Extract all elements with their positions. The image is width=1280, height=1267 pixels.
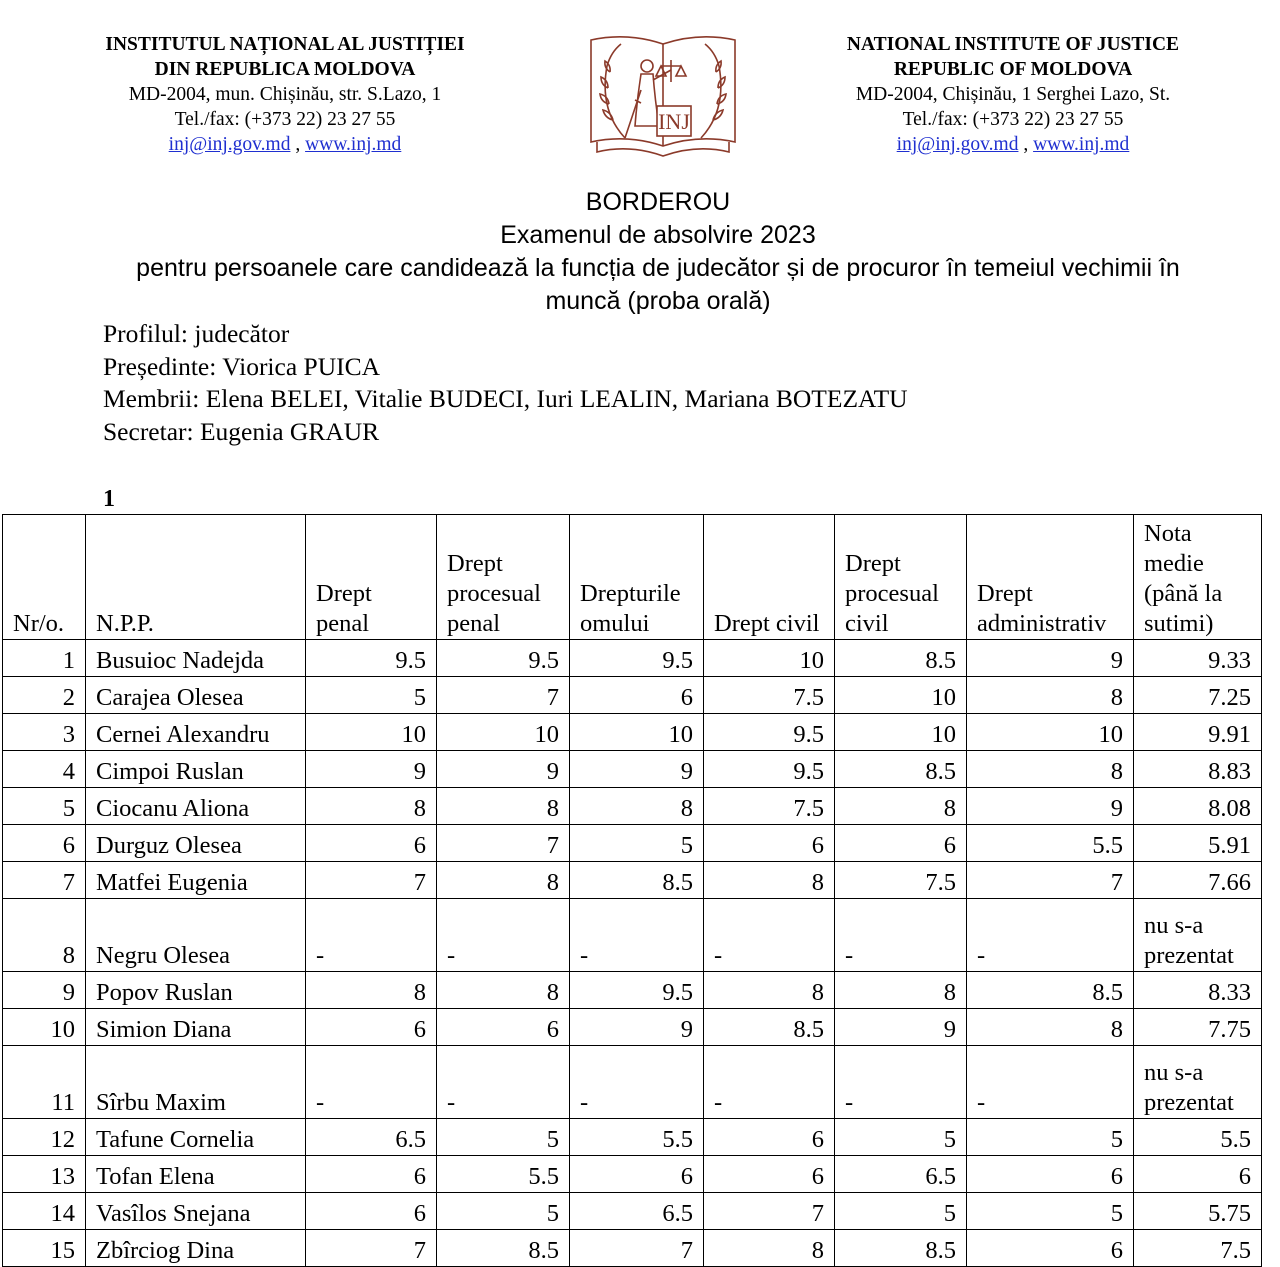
col-drept-civil-cell: 9.5 <box>704 714 835 751</box>
phone-ro: Tel./fax: (+373 22) 23 27 55 <box>174 109 396 130</box>
col-nr-cell: 7 <box>3 862 86 899</box>
col-drept-procesual-penal-cell: 8 <box>437 862 570 899</box>
col-drept-administrativ-cell: 6 <box>967 1230 1134 1267</box>
col-drepturile-omului-cell: 6 <box>570 677 704 714</box>
col-drept-procesual-penal-cell: - <box>437 899 570 972</box>
col-drept-procesual-civil-cell: - <box>835 1046 967 1119</box>
link-separator: , <box>1018 134 1034 155</box>
address-ro: MD-2004, mun. Chișinău, str. S.Lazo, 1 <box>128 84 442 105</box>
table-row <box>3 972 1262 1009</box>
header-left <box>50 32 520 157</box>
col-nota-medie-cell: 5.5 <box>1134 1119 1262 1156</box>
col-name-cell: Zbîrciog Dina <box>86 1230 306 1267</box>
web-link-ro[interactable]: www.inj.md <box>305 134 402 155</box>
col-nota-medie-cell: 7.75 <box>1134 1009 1262 1046</box>
col-drept-penal-cell: - <box>306 899 437 972</box>
col-drept-administrativ-cell: 5 <box>967 1193 1134 1230</box>
col-drept-procesual-civil-cell: 6 <box>835 825 967 862</box>
col-nr-cell: 4 <box>3 751 86 788</box>
col-drept-civil-cell: 8 <box>704 1230 835 1267</box>
col-drept-procesual-civil-cell: - <box>835 899 967 972</box>
table-row <box>3 1193 1262 1230</box>
col-nota-medie-cell: 7.5 <box>1134 1230 1262 1267</box>
col-name-cell: Simion Diana <box>86 1009 306 1046</box>
institution-country-en: REPUBLIC OF MOLDOVA <box>893 59 1133 80</box>
col-drept-procesual-civil-cell: 8.5 <box>835 640 967 677</box>
document-title <box>0 186 1280 318</box>
col-drept-procesual-civil-cell: 5 <box>835 1193 967 1230</box>
col-drepturile-omului-cell: 9.5 <box>570 640 704 677</box>
institution-name-ro: INSTITUTUL NAȚIONAL AL JUSTIȚIEI <box>105 34 465 55</box>
col-name-cell: Sîrbu Maxim <box>86 1046 306 1119</box>
col-drept-civil-cell: 6 <box>704 825 835 862</box>
col-drept-procesual-civil-cell: 8 <box>835 788 967 825</box>
col-drept-procesual-penal-cell: 5 <box>437 1119 570 1156</box>
col-drept-procesual-civil-cell: 7.5 <box>835 862 967 899</box>
col-nota-medie-cell: 8.83 <box>1134 751 1262 788</box>
col-drept-penal-cell: 8 <box>306 972 437 1009</box>
col-drept-procesual-civil-cell: 6.5 <box>835 1156 967 1193</box>
col-drept-civil-cell: 8 <box>704 862 835 899</box>
col-nota-medie-cell: 9.91 <box>1134 714 1262 751</box>
col-drept-procesual-penal-cell: 6 <box>437 1009 570 1046</box>
president-line: Președinte: Viorica PUICA <box>103 351 381 381</box>
table-row <box>3 751 1262 788</box>
col-name-cell: Ciocanu Aliona <box>86 788 306 825</box>
col-drept-penal-cell: 10 <box>306 714 437 751</box>
col-drept-administrativ-cell: 5 <box>967 1119 1134 1156</box>
col-drept-procesual-penal-header: Drept procesual penal <box>437 515 570 640</box>
commission-info <box>103 318 908 448</box>
col-name-cell: Tafune Cornelia <box>86 1119 306 1156</box>
col-name-cell: Carajea Olesea <box>86 677 306 714</box>
col-drept-administrativ-cell: 8 <box>967 677 1134 714</box>
col-nota-medie-cell: 6 <box>1134 1156 1262 1193</box>
col-drept-administrativ-cell: 6 <box>967 1156 1134 1193</box>
col-nr-cell: 10 <box>3 1009 86 1046</box>
phone-en: Tel./fax: (+373 22) 23 27 55 <box>902 109 1124 130</box>
address-en: MD-2004, Chișinău, 1 Serghei Lazo, St. <box>855 84 1171 105</box>
col-drept-procesual-penal-cell: 7 <box>437 677 570 714</box>
col-nr-cell: 14 <box>3 1193 86 1230</box>
col-nr-cell: 5 <box>3 788 86 825</box>
col-drept-administrativ-cell: 10 <box>967 714 1134 751</box>
col-drept-civil-cell: - <box>704 1046 835 1119</box>
col-drept-administrativ-cell: 9 <box>967 640 1134 677</box>
col-name-cell: Matfei Eugenia <box>86 862 306 899</box>
col-drepturile-omului-header: Drepturile omului <box>570 515 704 640</box>
col-drept-procesual-civil-cell: 8 <box>835 972 967 1009</box>
col-drepturile-omului-cell: 9 <box>570 1009 704 1046</box>
col-nr-cell: 3 <box>3 714 86 751</box>
col-drepturile-omului-cell: 10 <box>570 714 704 751</box>
col-drepturile-omului-cell: 7 <box>570 1230 704 1267</box>
table-row <box>3 1009 1262 1046</box>
col-drept-procesual-penal-cell: 9.5 <box>437 640 570 677</box>
col-drept-administrativ-cell: 8 <box>967 1009 1134 1046</box>
col-drept-civil-cell: 8.5 <box>704 1009 835 1046</box>
col-drept-civil-cell: 8 <box>704 972 835 1009</box>
col-nota-medie-cell: 5.75 <box>1134 1193 1262 1230</box>
col-drept-administrativ-cell: 5.5 <box>967 825 1134 862</box>
col-drept-administrativ-cell: - <box>967 1046 1134 1119</box>
col-drept-penal-cell: 9 <box>306 751 437 788</box>
members-line: Membrii: Elena BELEI, Vitalie BUDECI, Iuri LEALIN, Mariana BOTEZATU <box>103 384 908 413</box>
link-separator: , <box>290 134 306 155</box>
col-nota-medie-cell: 8.08 <box>1134 788 1262 825</box>
col-drept-civil-cell: - <box>704 899 835 972</box>
results-table <box>2 514 1262 1267</box>
col-drept-penal-cell: 6.5 <box>306 1119 437 1156</box>
col-nr-cell: 9 <box>3 972 86 1009</box>
col-name-cell: Vasîlos Snejana <box>86 1193 306 1230</box>
col-drept-civil-cell: 6 <box>704 1156 835 1193</box>
col-drept-penal-cell: 8 <box>306 788 437 825</box>
col-drept-administrativ-cell: - <box>967 899 1134 972</box>
col-nr-header: Nr/o. <box>3 515 86 640</box>
col-drept-procesual-penal-cell: 5.5 <box>437 1156 570 1193</box>
table-row <box>3 899 1262 972</box>
col-drept-civil-cell: 6 <box>704 1119 835 1156</box>
table-row <box>3 1046 1262 1119</box>
logo-letters: INJ <box>658 109 690 134</box>
col-drept-procesual-penal-cell: 8 <box>437 972 570 1009</box>
col-drept-procesual-civil-cell: 5 <box>835 1119 967 1156</box>
col-drept-penal-cell: 7 <box>306 1230 437 1267</box>
col-drept-civil-header: Drept civil <box>704 515 835 640</box>
col-nr-cell: 13 <box>3 1156 86 1193</box>
col-nr-cell: 6 <box>3 825 86 862</box>
table-row <box>3 677 1262 714</box>
col-drept-procesual-civil-cell: 10 <box>835 714 967 751</box>
justice-seal-icon <box>585 30 741 160</box>
page-number: 1 <box>103 486 115 512</box>
col-nota-medie-cell: 7.66 <box>1134 862 1262 899</box>
col-drepturile-omului-cell: - <box>570 899 704 972</box>
table-row <box>3 862 1262 899</box>
col-drept-procesual-civil-cell: 10 <box>835 677 967 714</box>
institution-name-en: NATIONAL INSTITUTE OF JUSTICE <box>846 34 1180 55</box>
col-nota-medie-cell: 9.33 <box>1134 640 1262 677</box>
col-nota-medie-cell: 8.33 <box>1134 972 1262 1009</box>
col-name-header: N.P.P. <box>86 515 306 640</box>
col-drept-procesual-civil-cell: 9 <box>835 1009 967 1046</box>
col-nr-cell: 1 <box>3 640 86 677</box>
col-drept-civil-cell: 7.5 <box>704 677 835 714</box>
col-drept-civil-cell: 7.5 <box>704 788 835 825</box>
col-drept-civil-cell: 10 <box>704 640 835 677</box>
email-link-en[interactable]: inj@inj.gov.md <box>896 134 1019 155</box>
table-row <box>3 1119 1262 1156</box>
profile-line: Profilul: judecător <box>103 319 290 348</box>
col-drept-administrativ-cell: 7 <box>967 862 1134 899</box>
col-drept-civil-cell: 9.5 <box>704 751 835 788</box>
table-row <box>3 788 1262 825</box>
col-nota-medie-cell: nu s-a prezentat <box>1134 1046 1262 1119</box>
col-drept-procesual-penal-cell: 10 <box>437 714 570 751</box>
col-drept-procesual-penal-cell: - <box>437 1046 570 1119</box>
col-drept-penal-cell: 6 <box>306 825 437 862</box>
col-name-cell: Busuioc Nadejda <box>86 640 306 677</box>
col-drept-penal-cell: 6 <box>306 1156 437 1193</box>
title-exam: Examenul de absolvire 2023 <box>500 221 816 249</box>
col-name-cell: Cimpoi Ruslan <box>86 751 306 788</box>
col-drept-civil-cell: 7 <box>704 1193 835 1230</box>
col-nr-cell: 15 <box>3 1230 86 1267</box>
table-header-row <box>3 515 1262 640</box>
col-drept-procesual-civil-cell: 8.5 <box>835 751 967 788</box>
header-right <box>778 32 1248 157</box>
table-row <box>3 825 1262 862</box>
col-drept-procesual-civil-header: Drept procesual civil <box>835 515 967 640</box>
col-nr-cell: 11 <box>3 1046 86 1119</box>
col-drept-penal-header: Drept penal <box>306 515 437 640</box>
col-drepturile-omului-cell: 6.5 <box>570 1193 704 1230</box>
col-drept-procesual-penal-cell: 8 <box>437 788 570 825</box>
col-name-cell: Popov Ruslan <box>86 972 306 1009</box>
institution-country-ro: DIN REPUBLICA MOLDOVA <box>154 59 416 80</box>
col-drept-procesual-penal-cell: 7 <box>437 825 570 862</box>
col-drept-procesual-penal-cell: 9 <box>437 751 570 788</box>
table-row <box>3 714 1262 751</box>
col-drepturile-omului-cell: 8 <box>570 788 704 825</box>
col-drept-administrativ-cell: 9 <box>967 788 1134 825</box>
col-nota-medie-cell: nu s-a prezentat <box>1134 899 1262 972</box>
col-drept-procesual-penal-cell: 8.5 <box>437 1230 570 1267</box>
table-row <box>3 640 1262 677</box>
col-drepturile-omului-cell: - <box>570 1046 704 1119</box>
col-drept-administrativ-cell: 8 <box>967 751 1134 788</box>
col-name-cell: Cernei Alexandru <box>86 714 306 751</box>
col-name-cell: Durguz Olesea <box>86 825 306 862</box>
col-drept-administrativ-cell: 8.5 <box>967 972 1134 1009</box>
web-link-en[interactable]: www.inj.md <box>1033 134 1130 155</box>
col-nr-cell: 12 <box>3 1119 86 1156</box>
col-drept-penal-cell: 5 <box>306 677 437 714</box>
col-nota-medie-cell: 7.25 <box>1134 677 1262 714</box>
col-drepturile-omului-cell: 9 <box>570 751 704 788</box>
col-drept-procesual-civil-cell: 8.5 <box>835 1230 967 1267</box>
email-link-ro[interactable]: inj@inj.gov.md <box>168 134 291 155</box>
col-drept-penal-cell: - <box>306 1046 437 1119</box>
col-nr-cell: 2 <box>3 677 86 714</box>
col-nota-medie-header: Nota medie (până la sutimi) <box>1134 515 1262 640</box>
col-drept-administrativ-header: Drept administrativ <box>967 515 1134 640</box>
col-drept-penal-cell: 6 <box>306 1193 437 1230</box>
title-borderou: BORDEROU <box>585 188 731 216</box>
col-name-cell: Negru Olesea <box>86 899 306 972</box>
col-name-cell: Tofan Elena <box>86 1156 306 1193</box>
col-drept-penal-cell: 6 <box>306 1009 437 1046</box>
title-description: pentru persoanele care candidează la funcția de judecător și de procuror în temeiul vechimii în muncă (proba orală) <box>136 254 1180 315</box>
col-drept-penal-cell: 9.5 <box>306 640 437 677</box>
col-nr-cell: 8 <box>3 899 86 972</box>
col-drepturile-omului-cell: 8.5 <box>570 862 704 899</box>
col-nota-medie-cell: 5.91 <box>1134 825 1262 862</box>
col-drepturile-omului-cell: 9.5 <box>570 972 704 1009</box>
table-row <box>3 1156 1262 1193</box>
col-drepturile-omului-cell: 5 <box>570 825 704 862</box>
col-drept-penal-cell: 7 <box>306 862 437 899</box>
table-row <box>3 1230 1262 1267</box>
secretary-line: Secretar: Eugenia GRAUR <box>103 416 380 446</box>
col-drepturile-omului-cell: 6 <box>570 1156 704 1193</box>
col-drept-procesual-penal-cell: 5 <box>437 1193 570 1230</box>
col-drepturile-omului-cell: 5.5 <box>570 1119 704 1156</box>
